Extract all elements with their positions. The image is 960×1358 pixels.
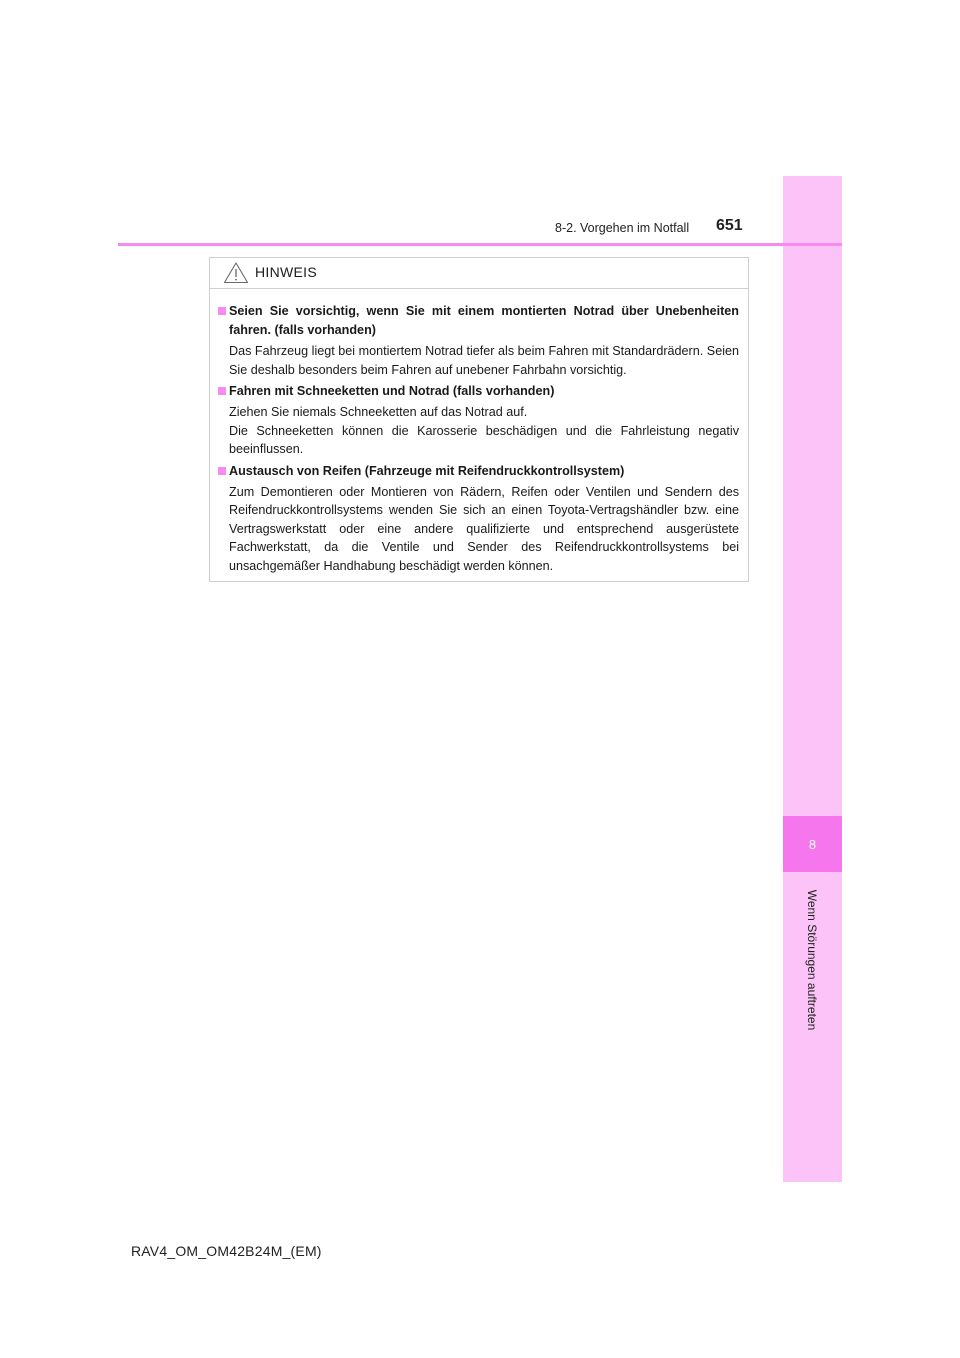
chapter-title: Wenn Störungen auftreten	[805, 889, 819, 1031]
notice-header	[210, 258, 748, 289]
notice-box	[209, 257, 749, 582]
chapter-side-tab	[783, 176, 842, 1182]
notice-item-heading-text: Fahren mit Schneeketten und Notrad (falls vorhanden)	[229, 384, 555, 398]
notice-item-heading	[218, 302, 739, 340]
header-divider	[118, 243, 842, 246]
chapter-number: 8	[808, 836, 817, 852]
notice-item-text: Das Fahrzeug liegt bei montiertem Notrad tiefer als beim Fahren mit Standardrädern. Seien Sie deshalb besonders beim Fahren auf unebener Fahrbahn vorsichtig.	[229, 344, 739, 377]
notice-item-heading	[218, 382, 739, 401]
chapter-number-box	[783, 816, 842, 872]
notice-item-heading-text: Austausch von Reifen (Fahrzeuge mit Reifendruckkontrollsystem)	[229, 463, 625, 478]
notice-item-text: Zum Demontieren oder Montieren von Rädern, Reifen oder Ventilen und Sendern des Reifendruckkontrollsystems wenden Sie sich an einen Toyota-Vertragshändler bzw. eine Vertragswerkstatt oder eine andere qualifizierte und entsprechend ausgerüstete Fachwerkstatt, da die Ventile und Sender des Reifendruckkontrollsystems bei unsachgemäßer Handhabung beschädigt werden können.	[229, 484, 739, 573]
square-bullet-icon	[218, 307, 226, 315]
notice-item-text: Ziehen Sie niemals Schneeketten auf das Notrad auf.	[229, 405, 528, 419]
square-bullet-icon	[218, 387, 226, 395]
notice-item	[218, 302, 739, 379]
notice-item	[218, 462, 739, 576]
notice-label: HINWEIS	[255, 264, 317, 280]
document-code: RAV4_OM_OM42B24M_(EM)	[131, 1243, 322, 1259]
notice-item	[218, 382, 739, 459]
page-number: 651	[716, 217, 743, 234]
notice-item-heading	[218, 462, 739, 481]
square-bullet-icon	[218, 467, 226, 475]
warning-triangle-icon	[223, 261, 249, 284]
notice-item-text: Die Schneeketten können die Karosserie beschädigen und die Fahrleistung negativ beeinflussen.	[229, 423, 739, 456]
notice-item-heading-text: Seien Sie vorsichtig, wenn Sie mit einem montierten Notrad über Unebenheiten fahren. (falls vorhanden)	[229, 304, 739, 337]
notice-body	[210, 289, 748, 575]
section-title: 8-2. Vorgehen im Notfall	[555, 221, 690, 235]
